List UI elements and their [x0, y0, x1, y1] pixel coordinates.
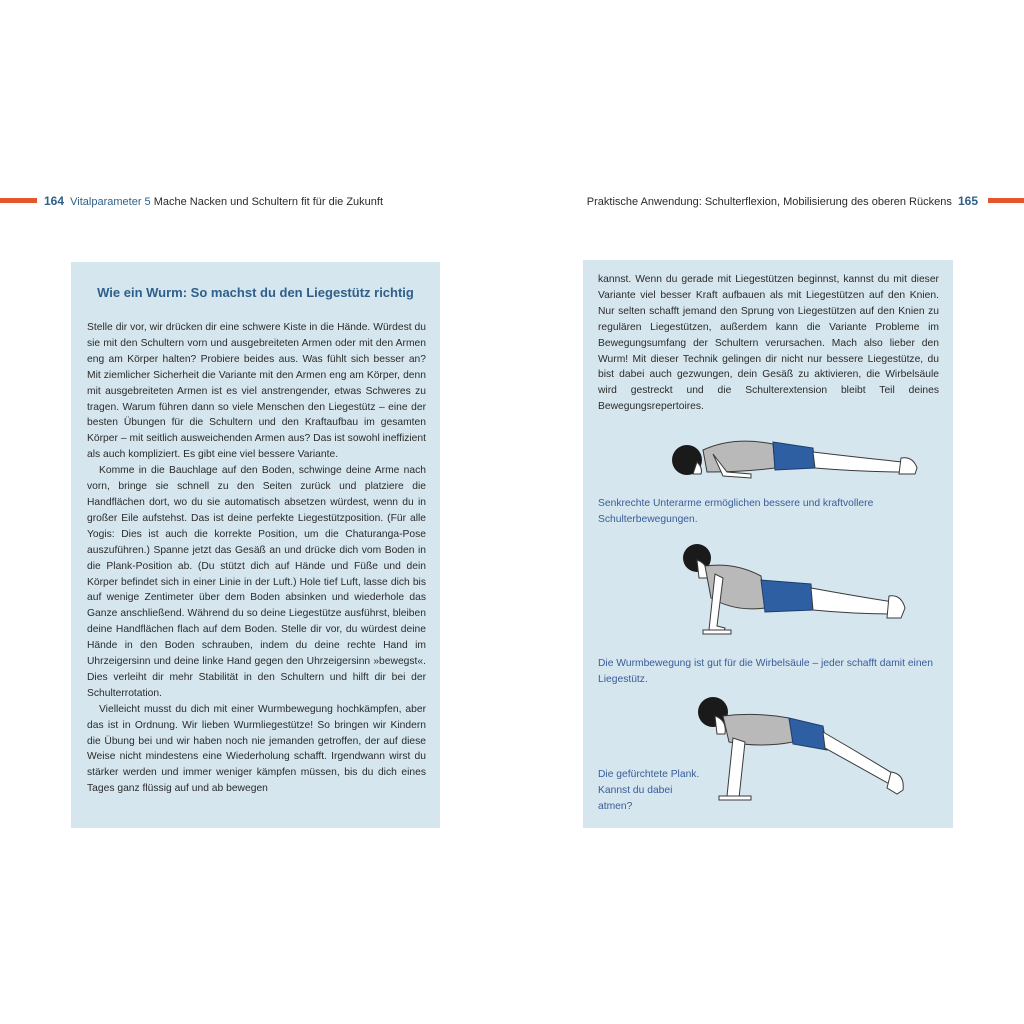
section-title-right: Praktische Anwendung: Schulterflexion, Mobilisierung des oberen Rückens: [586, 196, 952, 208]
box-body-left: [87, 320, 426, 797]
figure-caption: Senkrechte Unterarme ermöglichen bessere und kraftvollere Schulterbewegungen.: [598, 498, 874, 525]
box-title: Wie ein Wurm: So machst du den Liegestütz richtig: [97, 285, 414, 300]
paragraph: Komme in die Bauchlage auf den Boden, schwinge deine Arme nach vorn, bringe sie schnell zu den Seiten zurück und platziere die Handflächen dort, wo du sie automatisch absetzen würdest, wenn du in großer Eile aufstehst. Das ist deine perfekte Liegestützposition. (Für alle Yogis: Dies ist auch die korrekte Position, um die Chaturanga-Pose auszuführen.) Spanne jetzt das Gesäß an und drücke dich vom Boden in die Plank-Position ab. (Du stützt dich auf Hände und Füße und dein Körper befindet sich in einer Linie in der Luft.) Hole tief Luft, lasse dich bis auf wenige Zentimeter über dem Boden absinken und wiederhole das Ganze anschließend. Während du so deine Liegestütze ausführst, bleiben deine Handflächen flach auf dem Boden. Stelle dir vor, du würdest deine Hände in den Boden schrauben, indem du deine rechte Hand im Uhrzeigersinn und deine linke Hand gegen den Uhrzeigersinn »bewegst«. Dies verleiht dir mehr Stabilität in den Schultern und hilft dir bei der Schulterrotation.: [87, 465, 426, 699]
page-number-right: 165: [957, 194, 978, 208]
running-head-right: [587, 193, 978, 210]
section-label: Vitalparameter 5: [70, 196, 151, 208]
figure-caption: Die gefürchtete Plank. Kannst du dabei atmen?: [598, 769, 700, 812]
figure-caption: Die Wurmbewegung ist gut für die Wirbelsäule – jeder schafft damit einen Liegestütz.: [598, 658, 934, 685]
chapter-title: Mache Nacken und Schultern fit für die Zukunft: [153, 196, 384, 208]
paragraph: Vielleicht musst du dich mit einer Wurmbewegung hochkämpfen, aber das ist in Ordnung. Wir lieben Wurmliegestütze! So bringen wir Kindern die Übung bei und wir haben noch nie jemanden getroffen, der auf diese Weise nicht mindestens eine Wiederholung schafft. Irgendwann wirst du stärker werden und immer weniger kämpfen müssen, bis du dich eines Tages ganz flüssig auf und ab bewegen: [87, 703, 426, 795]
paragraph: kannst. Wenn du gerade mit Liegestützen beginnst, kannst du mit dieser Variante viel besser Kraft aufbauen als mit Liegestützen auf den Knien. Nur selten schafft jemand den Sprung von Liegestützen auf den Knien zu regulären Liegestützen, außerdem kann die Variante Probleme im Bewegungsumfang der Schultern verursachen. Mach also lieber den Wurm! Mit dieser Technik gelingen dir nicht nur bessere Liegestütze, du bist dabei auch gezwungen, dein Gesäß zu aktivieren, die Wirbelsäule wird gestreckt und die Schulterextension bleibt Teil deines Bewegungsrepertoires.: [598, 274, 939, 413]
box-body-right: [598, 272, 939, 415]
forearm-pushup-illustration: [663, 428, 928, 492]
worm-pushup-illustration: [675, 538, 935, 648]
running-head-left: [44, 193, 383, 210]
accent-bar-left: [0, 198, 37, 203]
info-box-left: [71, 262, 440, 828]
info-box-right: [583, 260, 953, 828]
paragraph: Stelle dir vor, wir drücken dir eine schwere Kiste in die Hände. Würdest du sie mit den Schultern vorn und ausgebreiteten Armen oder mit den Armen eng am Körper halten? Probiere beides aus. Was fühlt sich besser an? Mit ziemlicher Sicherheit die Variante mit den Armen eng am Körper, denn mit ausgebreiteten Armen ist es viel anstrengender, etwas Schweres zu tragen. Warum führen dann so viele Menschen den Liegestütz – eine der besten Übungen für die Schultern und den Kraftaufbau im gesamten Körper – mit seitlich ausweichenden Armen aus? Das ist sowohl ineffizient als auch kompliziert. Es gibt eine viel bessere Variante.: [87, 322, 426, 461]
accent-bar-right: [988, 198, 1024, 203]
plank-illustration: [691, 690, 941, 810]
page-number-left: 164: [44, 194, 65, 208]
